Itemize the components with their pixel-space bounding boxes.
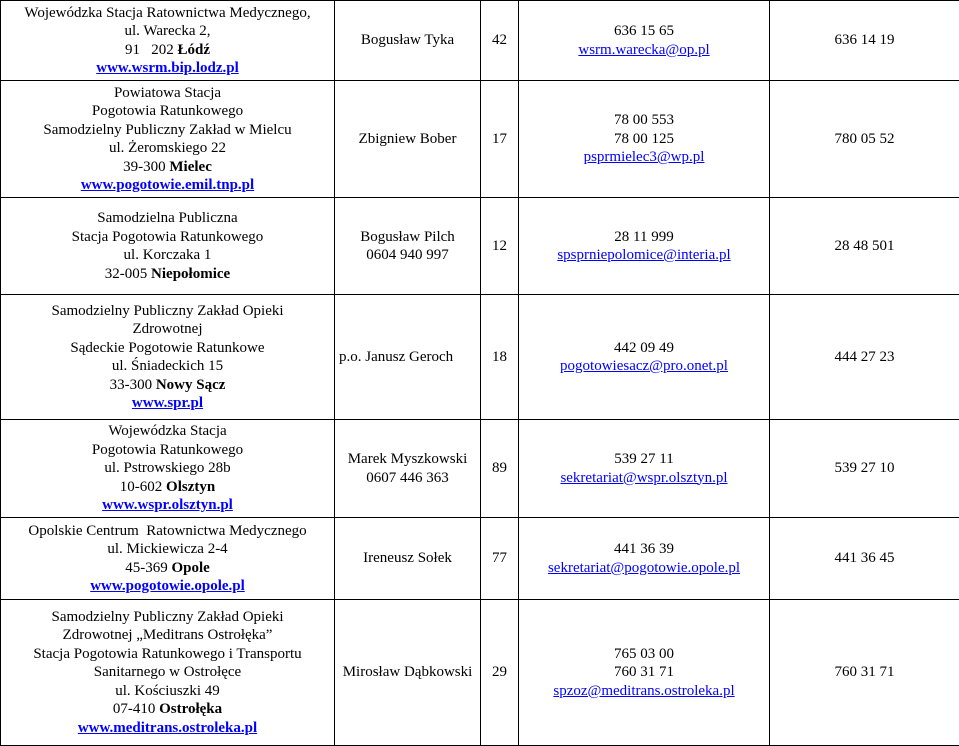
table-row bbox=[1, 81, 959, 198]
website-link[interactable]: www.spr.pl bbox=[5, 394, 330, 413]
fax-number: 441 36 45 bbox=[835, 550, 895, 566]
institution-cell bbox=[1, 198, 335, 295]
fax-number: 780 05 52 bbox=[835, 131, 895, 147]
phone-number: 760 31 71 bbox=[523, 663, 765, 682]
table-row bbox=[1, 518, 959, 600]
institution-line: Stacja Pogotowia Ratunkowego bbox=[5, 228, 330, 247]
institution-line: ul. Warecka 2, bbox=[5, 22, 330, 41]
area-number: 12 bbox=[492, 238, 507, 254]
city-name: Ostrołęka bbox=[159, 701, 222, 717]
table-row bbox=[1, 295, 959, 420]
director-cell bbox=[335, 198, 481, 295]
area-number: 18 bbox=[492, 349, 507, 365]
director-name: Marek Myszkowski bbox=[339, 450, 476, 469]
director-name: Zbigniew Bober bbox=[339, 130, 476, 149]
number-cell bbox=[481, 600, 519, 746]
area-number: 89 bbox=[492, 460, 507, 476]
postal-code: 45-369 bbox=[125, 560, 171, 576]
institution-line: ul. Korczaka 1 bbox=[5, 246, 330, 265]
director-cell bbox=[335, 518, 481, 600]
institution-line: Pogotowia Ratunkowego bbox=[5, 102, 330, 121]
institution-cell bbox=[1, 600, 335, 746]
fax-cell bbox=[770, 1, 959, 81]
fax-number: 636 14 19 bbox=[835, 32, 895, 48]
phone-number: 765 03 00 bbox=[523, 645, 765, 664]
fax-cell bbox=[770, 600, 959, 746]
area-number: 29 bbox=[492, 664, 507, 680]
city-name: Łódź bbox=[177, 42, 210, 58]
postal-code: 33-300 bbox=[110, 377, 156, 393]
director-cell bbox=[335, 81, 481, 198]
number-cell bbox=[481, 518, 519, 600]
director-name: Bogusław Pilch bbox=[339, 228, 476, 247]
area-number: 42 bbox=[492, 32, 507, 48]
director-phone: 0604 940 997 bbox=[339, 246, 476, 265]
institution-line: Powiatowa Stacja bbox=[5, 84, 330, 103]
email-link[interactable]: psprmielec3@wp.pl bbox=[523, 148, 765, 167]
institution-line: Zdrowotnej „Meditrans Ostrołęka” bbox=[5, 626, 330, 645]
phone-number: 539 27 11 bbox=[523, 450, 765, 469]
fax-cell bbox=[770, 295, 959, 420]
institution-line: Pogotowia Ratunkowego bbox=[5, 441, 330, 460]
phone-number: 28 11 999 bbox=[523, 228, 765, 247]
institution-line: Samodzielna Publiczna bbox=[5, 209, 330, 228]
institution-line: Wojewódzka Stacja bbox=[5, 422, 330, 441]
director-name: p.o. Janusz Geroch bbox=[339, 348, 476, 367]
email-link[interactable]: wsrm.warecka@op.pl bbox=[523, 41, 765, 60]
postal-code: 91 202 bbox=[125, 42, 178, 58]
city-name: Nowy Sącz bbox=[156, 377, 226, 393]
number-cell bbox=[481, 420, 519, 518]
director-phone: 0607 446 363 bbox=[339, 469, 476, 488]
email-link[interactable]: spsprniepolomice@interia.pl bbox=[523, 246, 765, 265]
institution-line: Samodzielny Publiczny Zakład Opieki bbox=[5, 302, 330, 321]
email-link[interactable]: sekretariat@pogotowie.opole.pl bbox=[523, 559, 765, 578]
city-name: Olsztyn bbox=[166, 479, 215, 495]
institution-line: Sądeckie Pogotowie Ratunkowe bbox=[5, 339, 330, 358]
phone-number: 442 09 49 bbox=[523, 339, 765, 358]
website-link[interactable]: www.pogotowie.opole.pl bbox=[5, 577, 330, 596]
fax-cell bbox=[770, 518, 959, 600]
director-cell bbox=[335, 295, 481, 420]
fax-number: 539 27 10 bbox=[835, 460, 895, 476]
postal-code: 39-300 bbox=[123, 159, 169, 175]
institution-line: Wojewódzka Stacja Ratownictwa Medycznego, bbox=[5, 4, 330, 23]
email-link[interactable]: sekretariat@wspr.olsztyn.pl bbox=[523, 469, 765, 488]
director-name: Mirosław Dąbkowski bbox=[339, 663, 476, 682]
institution-line: Samodzielny Publiczny Zakład Opieki bbox=[5, 608, 330, 627]
postal-code: 07-410 bbox=[113, 701, 159, 717]
fax-cell bbox=[770, 420, 959, 518]
contact-cell bbox=[519, 600, 770, 746]
institution-line: ul. Mickiewicza 2-4 bbox=[5, 540, 330, 559]
city-name: Niepołomice bbox=[151, 266, 230, 282]
number-cell bbox=[481, 198, 519, 295]
institution-line: Opolskie Centrum Ratownictwa Medycznego bbox=[5, 522, 330, 541]
director-name: Bogusław Tyka bbox=[339, 31, 476, 50]
institution-line: Stacja Pogotowia Ratunkowego i Transportu bbox=[5, 645, 330, 664]
institution-line: Samodzielny Publiczny Zakład w Mielcu bbox=[5, 121, 330, 140]
area-number: 77 bbox=[492, 550, 507, 566]
number-cell bbox=[481, 295, 519, 420]
contact-cell bbox=[519, 198, 770, 295]
postal-code: 10-602 bbox=[120, 479, 166, 495]
website-link[interactable]: www.wspr.olsztyn.pl bbox=[5, 496, 330, 515]
email-link[interactable]: pogotowiesacz@pro.onet.pl bbox=[523, 357, 765, 376]
table-row bbox=[1, 1, 959, 81]
contact-cell bbox=[519, 420, 770, 518]
fax-number: 760 31 71 bbox=[835, 664, 895, 680]
institution-line: Zdrowotnej bbox=[5, 320, 330, 339]
contact-cell bbox=[519, 81, 770, 198]
table-row bbox=[1, 600, 959, 746]
institution-cell bbox=[1, 295, 335, 420]
website-link[interactable]: www.pogotowie.emil.tnp.pl bbox=[5, 176, 330, 195]
number-cell bbox=[481, 1, 519, 81]
phone-number: 78 00 553 bbox=[523, 111, 765, 130]
director-cell bbox=[335, 1, 481, 81]
director-cell bbox=[335, 600, 481, 746]
fax-cell bbox=[770, 81, 959, 198]
institution-line: ul. Pstrowskiego 28b bbox=[5, 459, 330, 478]
phone-number: 636 15 65 bbox=[523, 22, 765, 41]
email-link[interactable]: spzoz@meditrans.ostroleka.pl bbox=[523, 682, 765, 701]
director-name: Ireneusz Sołek bbox=[339, 549, 476, 568]
postal-code: 32-005 bbox=[105, 266, 151, 282]
institution-cell bbox=[1, 420, 335, 518]
area-number: 17 bbox=[492, 131, 507, 147]
fax-number: 28 48 501 bbox=[835, 238, 895, 254]
phone-number: 441 36 39 bbox=[523, 540, 765, 559]
director-cell bbox=[335, 420, 481, 518]
number-cell bbox=[481, 81, 519, 198]
institution-line: ul. Żeromskiego 22 bbox=[5, 139, 330, 158]
institution-line: ul. Kościuszki 49 bbox=[5, 682, 330, 701]
institution-line: Sanitarnego w Ostrołęce bbox=[5, 663, 330, 682]
institution-cell bbox=[1, 518, 335, 600]
contact-cell bbox=[519, 1, 770, 81]
institution-cell bbox=[1, 1, 335, 81]
contact-cell bbox=[519, 518, 770, 600]
table-row bbox=[1, 198, 959, 295]
website-link[interactable]: www.wsrm.bip.lodz.pl bbox=[5, 59, 330, 78]
city-name: Opole bbox=[171, 560, 209, 576]
contact-cell bbox=[519, 295, 770, 420]
table-row bbox=[1, 420, 959, 518]
website-link[interactable]: www.meditrans.ostroleka.pl bbox=[5, 719, 330, 738]
fax-cell bbox=[770, 198, 959, 295]
institution-line: ul. Śniadeckich 15 bbox=[5, 357, 330, 376]
fax-number: 444 27 23 bbox=[835, 349, 895, 365]
city-name: Mielec bbox=[169, 159, 211, 175]
phone-number: 78 00 125 bbox=[523, 130, 765, 149]
institution-cell bbox=[1, 81, 335, 198]
